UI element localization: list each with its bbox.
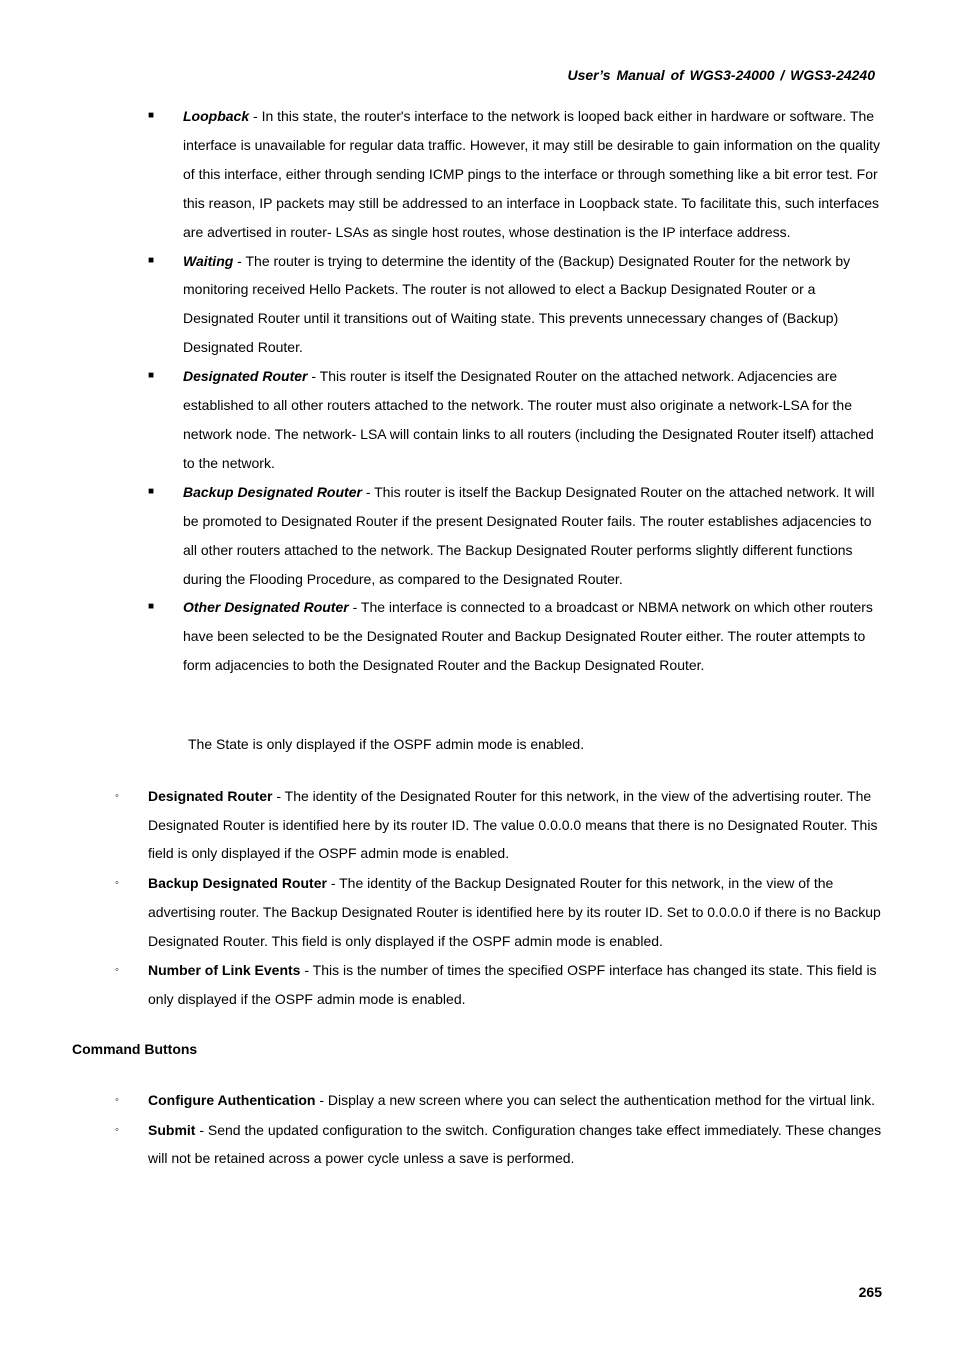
state-description: - The interface is connected to a broadcast or NBMA network on which other routers have been selected to be the Designated Router and Backup Designated Router either. The router attempts to form adjacencies to both the Designated Router and the Backup Designated Router. <box>183 599 873 674</box>
state-term: Backup Designated Router <box>183 483 362 500</box>
circle-bullet-icon: ◦ <box>115 1094 119 1106</box>
square-bullet-icon: ■ <box>148 254 155 266</box>
state-description: - In this state, the router's interface to the network is looped back either in hardware or software. The interface is unavailable for regular data traffic. However, it may still be desirable to gain information on the quality of this interface, either through sending ICMP pings to the interface or through something like a bit error test. For this reason, IP packets may still be addressed to an interface in Loopback state. To facilitate this, such interfaces are advertised in router- LSAs as single host routes, whose destination is the IP interface address. <box>183 108 880 240</box>
state-description: - This router is itself the Designated Router on the attached network. Adjacencies are established to all other routers attached to the network. The router must also originate a network-LSA for the network node. The network- LSA will contain links to all routers (including the Designated Router itself) attached to the network. <box>183 368 874 471</box>
list-item <box>148 593 888 680</box>
state-term: Other Designated Router <box>183 599 349 616</box>
list-item <box>148 247 888 363</box>
list-item <box>115 869 890 955</box>
list-item <box>148 478 888 594</box>
square-bullet-icon: ■ <box>148 601 155 613</box>
list-item <box>115 782 890 868</box>
list-item <box>148 362 888 478</box>
circle-bullet-icon: ◦ <box>115 790 119 802</box>
list-item <box>115 1086 890 1115</box>
list-item <box>115 956 890 1013</box>
state-term: Designated Router <box>183 368 308 385</box>
field-term: Designated Router <box>148 788 273 804</box>
circle-bullet-icon: ◦ <box>115 877 119 890</box>
field-description: - This is the number of times the specified OSPF interface has changed its state. This field is only displayed if the OSPF admin mode is enabled. <box>148 962 877 1007</box>
field-description-list <box>115 782 890 1015</box>
command-button-list <box>115 1086 890 1174</box>
state-term: Loopback <box>183 108 250 124</box>
command-term: Submit <box>148 1121 196 1138</box>
field-term: Backup Designated Router <box>148 875 327 892</box>
command-term: Configure Authentication <box>148 1092 316 1108</box>
field-description: - The identity of the Designated Router for this network, in the view of the advertising router. The Designated Router is identified here by its router ID. The value 0.0.0.0 means that there is no Designated Router. This field is only displayed if the OSPF admin mode is enabled. <box>148 788 878 862</box>
list-item <box>115 1116 890 1173</box>
square-bullet-icon: ■ <box>148 110 155 121</box>
page-number: 265 <box>858 1284 882 1300</box>
page-header: User’s Manual of WGS3-24000 / WGS3-24240 <box>567 67 875 83</box>
list-item <box>148 102 888 247</box>
state-description: - This router is itself the Backup Designated Router on the attached network. It will be promoted to Designated Router if the present Designated Router fails. The router establishes adjacencies to all other routers attached to the network. The Backup Designated Router performs slightly different functions during the Flooding Procedure, as compared to the Designated Router. <box>183 483 875 587</box>
field-description: - The identity of the Backup Designated Router for this network, in the view of the advertising router. The Backup Designated Router is identified here by its router ID. Set to 0.0.0.0 if there is no Backup Designated Router. This field is only displayed if the OSPF admin mode is enabled. <box>148 875 881 949</box>
circle-bullet-icon: ◦ <box>115 964 119 977</box>
command-description: - Display a new screen where you can select the authentication method for the virtual link. <box>315 1092 875 1108</box>
state-note: The State is only displayed if the OSPF admin mode is enabled. <box>188 736 585 752</box>
square-bullet-icon: ■ <box>148 370 155 382</box>
square-bullet-icon: ■ <box>148 485 155 497</box>
command-description: - Send the updated configuration to the switch. Configuration changes take effect immediately. These changes will not be retained across a power cycle unless a save is performed. <box>148 1121 882 1167</box>
circle-bullet-icon: ◦ <box>115 1123 119 1136</box>
ospf-state-list <box>148 102 888 680</box>
state-term: Waiting <box>183 252 234 269</box>
field-term: Number of Link Events <box>148 962 301 979</box>
state-description: - The router is trying to determine the identity of the (Backup) Designated Router for the network by monitoring received Hello Packets. The router is not allowed to elect a Backup Designated Router or a Designated Router until it transitions out of Waiting state. This prevents unnecessary changes of (Backup) Designated Router. <box>183 252 851 356</box>
section-heading: Command Buttons <box>72 1041 198 1057</box>
